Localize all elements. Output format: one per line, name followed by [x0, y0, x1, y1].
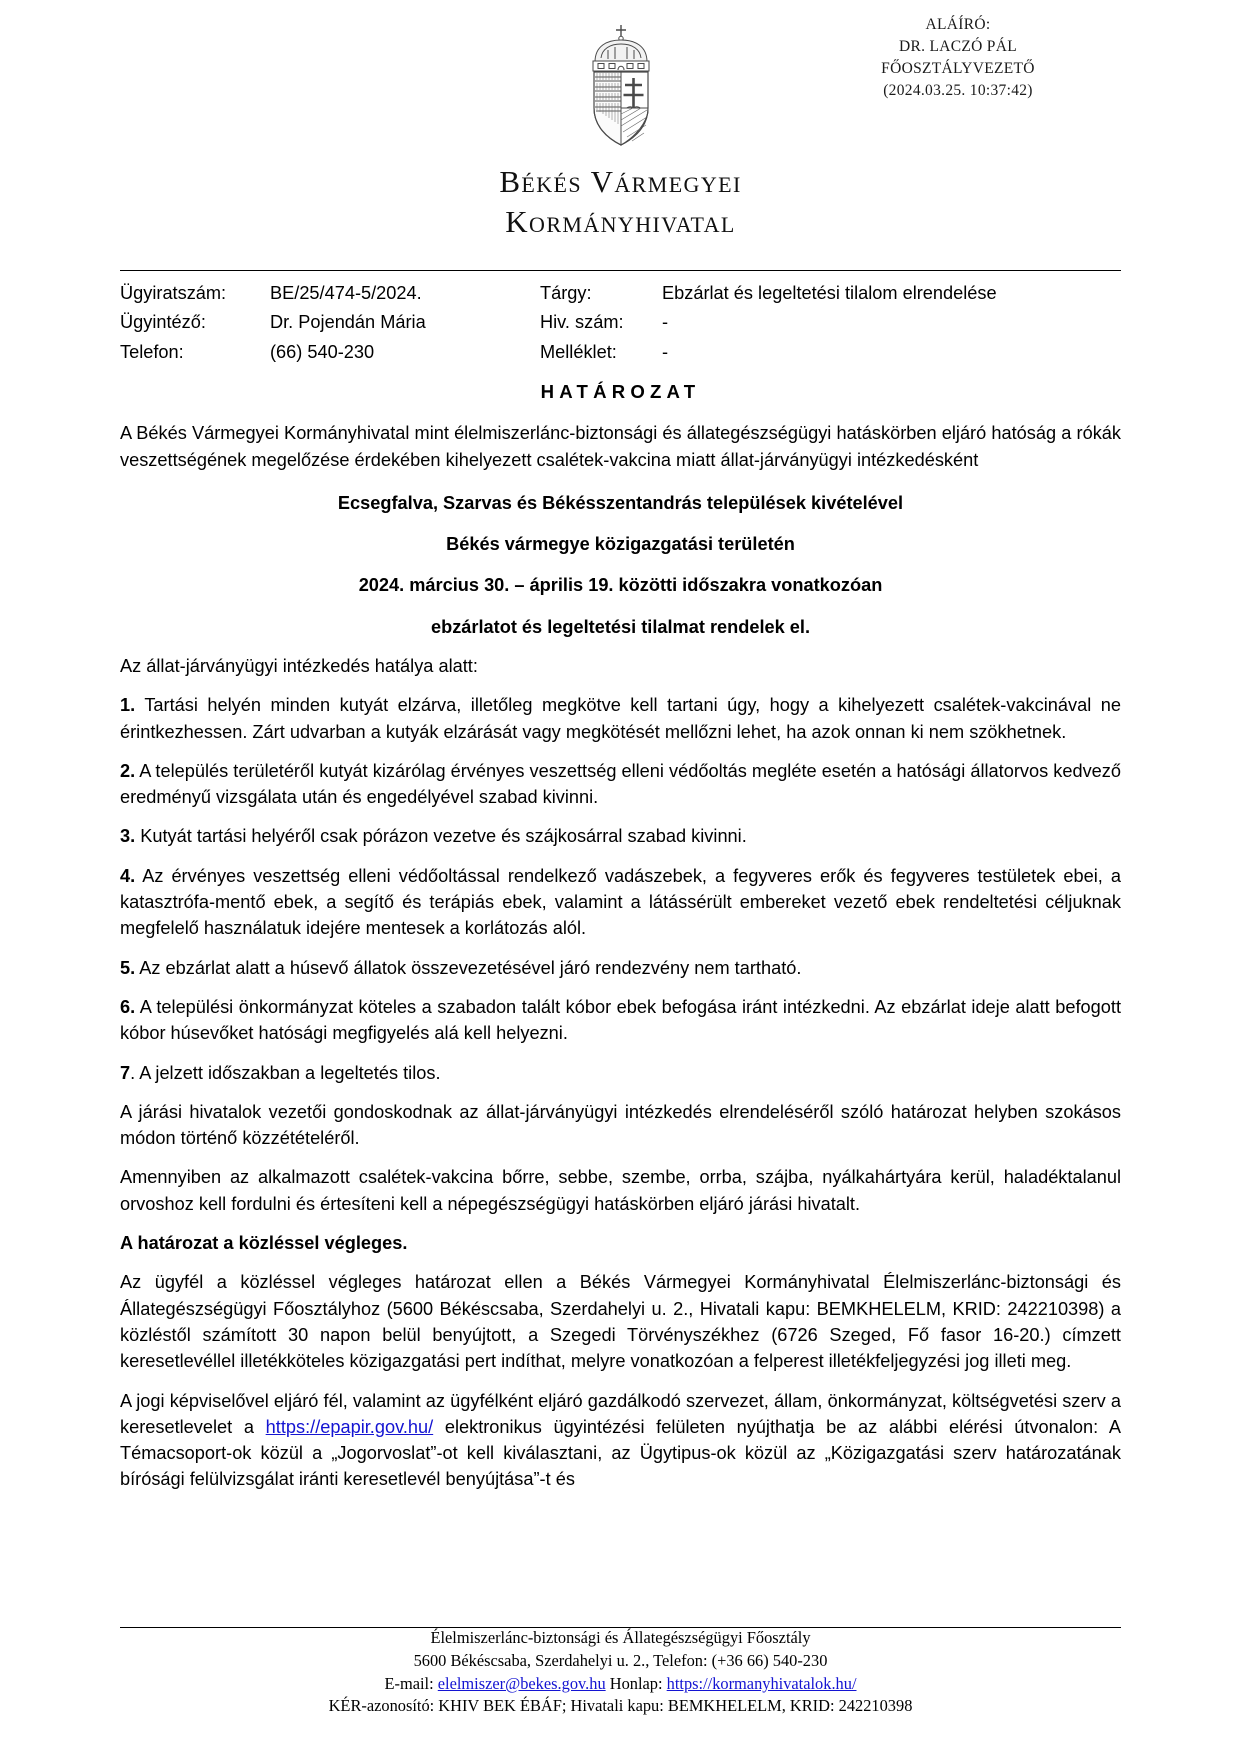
clause-3-number: 3. [120, 826, 136, 847]
declaration-line-order: ebzárlatot és legeltetési tilalmat rendelek el. [430, 616, 811, 637]
reference-number-label: Hiv. szám: [540, 312, 624, 333]
hungarian-coat-of-arms-icon [575, 22, 667, 150]
signature-name: DR. LACZÓ PÁL [898, 38, 1017, 55]
intro-paragraph: A Békés Vármegyei Kormányhivatal mint élelmiszerlánc-biztonsági és állategészségügyi hatáskörben eljáró hatóság a rókák veszettségének megelőzése érdekében kihelyezett csalétek-vakcina miatt állat-járványügyi intézkedésként [120, 423, 1121, 470]
clause-4-number: 4. [120, 865, 136, 886]
clause-1 [120, 692, 1121, 745]
clause-6-text: A települési önkormányzat köteles a szabadon talált kóbor ebek befogása iránt intézkedni. Az ebzárlat ideje alatt befogott kóbor húsevőket hatósági megfigyelés alá kell helyezni. [120, 996, 1121, 1044]
declaration-line-settlements: Ecsegfalva, Szarvas és Békésszentandrás települések kivételével [337, 492, 904, 513]
clause-3-text: Kutyát tartási helyéről csak pórázon vezetve és szájkosárral szabad kivinni. [135, 826, 747, 847]
clause-4 [120, 863, 1121, 942]
metadata-row [120, 284, 1121, 302]
organization-name-line2: Kormányhivatal [505, 204, 736, 240]
header-divider [120, 270, 1121, 271]
footer-address: 5600 Békéscsaba, Szerdahelyi u. 2., Telefon: (+36 66) 540-230 [413, 1651, 828, 1671]
clause-1-text: Tartási helyén minden kutyát elzárva, illetőleg megkötve kell tartani úgy, hogy a kihelyezett csalétek-vakcinával ne érintkezhessen. Zárt udvarban a kutyák elzárását vagy megkötését mellőzni lehet, ha azok onnan ki nem szökhetnek. [120, 695, 1121, 742]
phone-label: Telefon: [120, 342, 184, 362]
reference-number-value: - [662, 312, 669, 333]
declaration-line-period: 2024. március 30. – április 19. közötti időszakra vonatkozóan [358, 575, 883, 596]
scope-lead: Az állat-járványügyi intézkedés hatálya alatt: [120, 655, 478, 676]
organization-name-line1: Békés Vármegyei [499, 164, 742, 199]
footer-contact [120, 1673, 1121, 1696]
clause-4-text: Az érvényes veszettség elleni védőoltással rendelkező vadászebek, a fegyveres erők és fegyveres testületek ebei, a katasztrófa-mentő ebek, a segítő és terápiás ebek, valamint a látássérült embereket vezető ebek rendeltetési céljuknak megfelelő használatuk idejére mentesek a korlátozás alól. [120, 865, 1121, 939]
footer-identifiers: KÉR-azonosító: KHIV BEK ÉBÁF; Hivatali kapu: BEMKHELELM, KRID: 242210398 [328, 1696, 913, 1716]
attachment-value: - [662, 342, 669, 362]
signature-timestamp: (2024.03.25. 10:37:42) [883, 82, 1033, 99]
case-number-label: Ügyiratszám: [120, 282, 227, 303]
exposure-warning-paragraph: Amennyiben az alkalmazott csalétek-vakcina bőrre, sebbe, szembe, orrba, szájba, nyálkahártyára kerül, haladéktalanul orvoshoz kell fordulni és értesíteni kell a népegészségügyi hatáskörben eljáró járási hivatalt. [120, 1167, 1121, 1214]
footer-email-link[interactable]: elelmiszer@bekes.gov.hu [437, 1673, 606, 1693]
clause-3 [120, 823, 1121, 849]
clause-2-text: A település területéről kutyát kizárólag érvényes veszettség elleni védőoltás megléte esetén a hatósági állatorvos kedvező eredményű vizsgálata után és engedélyével szabad kivinni. [120, 760, 1121, 808]
epapir-text-after: elektronikus ügyintézési felületen nyújthatja be az alábbi elérési útvonalon: A Témacsoport-ok közül a „Jogorvoslat”-ot kell kiválasztani, az Ügytipus-ok közül az „Közigazgatási szerv határozatának bírósági felülvizsgálat iránti keresetlevél benyújtása”-t és [120, 1416, 1122, 1490]
signature-role: FŐOSZTÁLYVEZETŐ [881, 60, 1035, 77]
metadata-table [120, 284, 1121, 362]
case-number-value: BE/25/474-5/2024. [270, 282, 422, 303]
footer-homepage-label: Honlap: [605, 1673, 667, 1693]
epapir-link[interactable]: https://epapir.gov.hu/ [265, 1416, 434, 1437]
epapir-paragraph [120, 1388, 1121, 1493]
attachment-label: Melléklet: [540, 342, 617, 362]
metadata-row [120, 313, 1121, 331]
phone-value: (66) 540-230 [270, 342, 375, 362]
clause-6-number: 6. [120, 996, 136, 1017]
subject-value: Ebzárlat és legeltetési tilalom elrendelése [662, 282, 997, 303]
final-statement: A határozat a közléssel végleges. [120, 1233, 408, 1254]
signature-label: ALÁÍRÓ: [925, 16, 991, 33]
clause-2 [120, 758, 1121, 811]
legal-remedy-paragraph: Az ügyfél a közléssel végleges határozat ellen a Békés Vármegyei Kormányhivatal Élelmiszerlánc-biztonsági és Állategészségügyi Főosztályhoz (5600 Békéscsaba, Szerdahelyi u. 2., Hivatali kapu: BEMKHELELM, KRID: 242210398) a közléstől számított 30 napon belül benyújtott, a Szegedi Törvényszékhez (6726 Szeged, Fő fasor 16-20.) címzett keresetlevéllel illetékköteles közigazgatási pert indíthat, melyre vonatkozóan a felperest illetékfeljegyzési jog illeti meg. [120, 1272, 1121, 1372]
footer-email-label: E-mail: [384, 1673, 438, 1693]
footer-homepage-link[interactable]: https://kormanyhivatalok.hu/ [666, 1673, 857, 1693]
document-title: HATÁROZAT [540, 381, 701, 403]
metadata-row [120, 343, 1121, 361]
clause-7 [120, 1060, 1121, 1086]
clause-7-text: . A jelzett időszakban a legeltetés tilos. [130, 1062, 441, 1083]
signature-stamp [793, 14, 1123, 102]
clause-7-number: 7 [120, 1062, 131, 1083]
clause-6 [120, 994, 1121, 1047]
case-officer-label: Ügyintéző: [120, 312, 206, 333]
clause-1-number: 1. [120, 695, 136, 716]
footer-department: Élelmiszerlánc-biztonsági és Állategészségügyi Főosztály [430, 1628, 811, 1648]
clause-5 [120, 955, 1121, 981]
organization-name [120, 162, 1121, 243]
epapir-text-before: A jogi képviselővel eljáró fél, valamint az ügyfélként eljáró gazdálkodó szervezet, állam, önkormányzat, költségvetési szerv a keresetlevelet a [120, 1390, 1121, 1437]
case-officer-value: Dr. Pojendán Mária [270, 312, 426, 333]
declaration-line-area: Békés vármegye közigazgatási területén [446, 534, 795, 555]
publication-paragraph: A járási hivatalok vezetői gondoskodnak az állat-járványügyi intézkedés elrendeléséről szóló határozat helyben szokásos módon történő közzétételéről. [120, 1101, 1121, 1149]
clause-2-number: 2. [120, 760, 136, 781]
clause-5-number: 5. [120, 957, 136, 978]
subject-label: Tárgy: [540, 282, 592, 303]
page-footer [120, 1627, 1121, 1718]
clause-5-text: Az ebzárlat alatt a húsevő állatok összevezetésével járó rendezvény nem tartható. [135, 957, 802, 978]
